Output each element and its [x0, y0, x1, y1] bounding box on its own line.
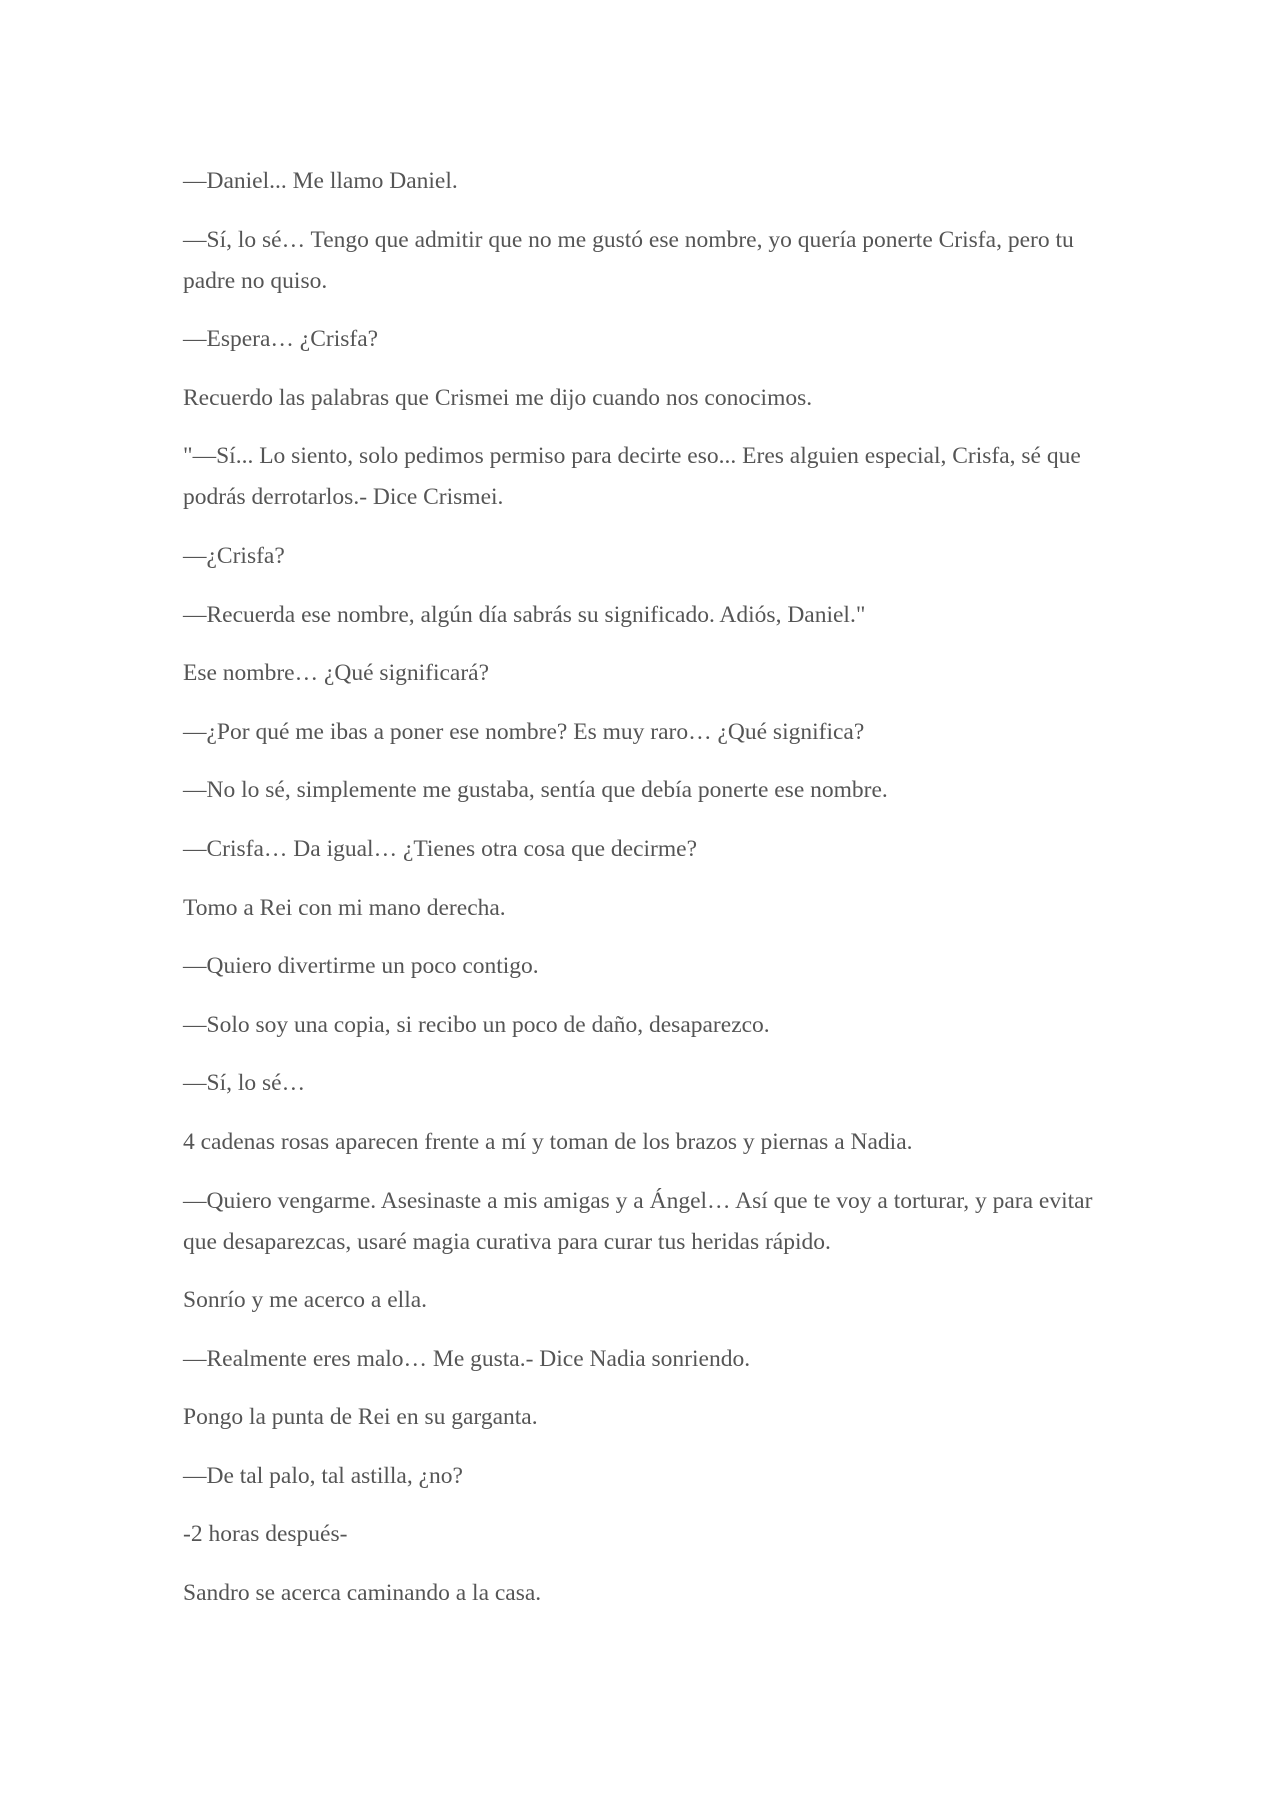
paragraph: —Sí, lo sé… [183, 1070, 306, 1097]
paragraph: —Quiero vengarme. Asesinaste a mis amigas y a Ángel… Así que te voy a torturar, y para evitar que desaparezcas, usaré magia curativa para curar tus heridas rápido. [183, 1187, 1093, 1255]
paragraph: Pongo la punta de Rei en su garganta. [183, 1404, 538, 1431]
paragraph: -2 horas después- [183, 1521, 348, 1548]
paragraph: —¿Por qué me ibas a poner ese nombre? Es muy raro… ¿Qué significa? [183, 718, 865, 745]
paragraph: —Quiero divertirme un poco contigo. [183, 953, 539, 980]
paragraph: Sonrío y me acerco a ella. [183, 1287, 428, 1314]
paragraph: —Realmente eres malo… Me gusta.- Dice Nadia sonriendo. [183, 1345, 751, 1372]
paragraph: —Solo soy una copia, si recibo un poco de daño, desaparezco. [183, 1011, 770, 1038]
paragraph: —Daniel... Me llamo Daniel. [183, 168, 458, 194]
paragraph: —No lo sé, simplemente me gustaba, sentía que debía ponerte ese nombre. [183, 777, 888, 804]
paragraph: Recuerdo las palabras que Crismei me dijo cuando nos conocimos. [183, 384, 813, 411]
paragraph: —Espera… ¿Crisfa? [183, 326, 379, 353]
paragraph: Tomo a Rei con mi mano derecha. [183, 894, 506, 921]
paragraph: —Recuerda ese nombre, algún día sabrás su significado. Adiós, Daniel." [183, 601, 866, 628]
paragraph: —Sí, lo sé… Tengo que admitir que no me gustó ese nombre, yo quería ponerte Crisfa, pero tu padre no quiso. [183, 226, 1074, 294]
paragraph: Ese nombre… ¿Qué significará? [183, 660, 490, 687]
paragraph: 4 cadenas rosas aparecen frente a mí y toman de los brazos y piernas a Nadia. [183, 1128, 913, 1155]
paragraph: Sandro se acerca caminando a la casa. [183, 1580, 542, 1607]
paragraph: "—Sí... Lo siento, solo pedimos permiso para decirte eso... Eres alguien especial, Crisfa, sé que podrás derrotarlos.- Dice Crismei. [183, 443, 1081, 511]
paragraph: —¿Crisfa? [183, 542, 285, 569]
document-page [183, 161, 1103, 1632]
paragraph: —Crisfa… Da igual… ¿Tienes otra cosa que decirme? [183, 835, 698, 862]
paragraph: —De tal palo, tal astilla, ¿no? [183, 1462, 463, 1489]
